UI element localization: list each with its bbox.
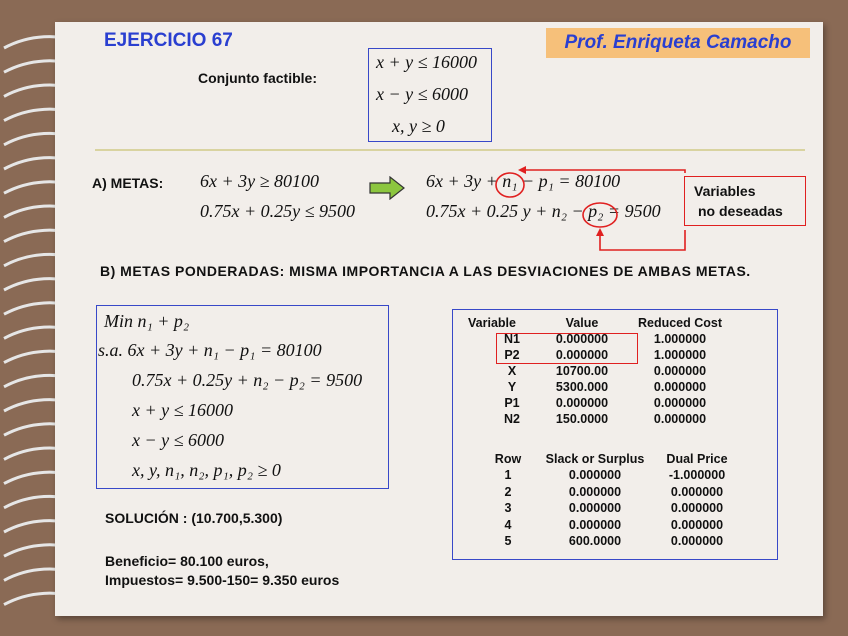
row-cell: 600.0000	[568, 534, 622, 548]
row-cell: 0.000000	[568, 517, 622, 532]
row-cell: 0.000000	[670, 484, 724, 499]
feasible-line-2: x − y ≤ 6000	[376, 84, 469, 104]
feasible-line-3: x, y ≥ 0	[392, 116, 445, 136]
row-cell: 5	[504, 534, 512, 548]
note-line-1: Variables	[694, 183, 756, 199]
model-constraint-5: x, y, n₁, n₂, p₁, p₂ ≥ 0	[132, 460, 281, 480]
row-cell: 0.000000	[670, 517, 724, 532]
taxes-text: Impuestos= 9.500-150= 9.350 euros	[105, 572, 340, 588]
weighted-heading: B) METAS PONDERADAS: MISMA IMPORTANCIA A LAS DESVIACIONES DE AMBAS METAS.	[100, 263, 751, 279]
var-cell: X	[507, 364, 517, 378]
var-cell: 0.000000	[555, 396, 609, 410]
var-cell: 0.000000	[653, 364, 707, 378]
var-cell: 0.000000	[555, 332, 609, 346]
right-arrow-icon	[368, 176, 406, 200]
var-header: Value	[565, 316, 599, 330]
var-cell: P1	[504, 396, 520, 410]
row-header: Row	[494, 452, 522, 466]
page-title: EJERCICIO 67	[104, 30, 233, 51]
row-cell: 3	[504, 501, 512, 515]
benefit-text: Beneficio= 80.100 euros,	[105, 553, 269, 569]
var-header: Variable	[468, 316, 516, 330]
model-constraint-1: s.a. 6x + 3y + n₁ − p₁ = 80100	[98, 340, 322, 360]
var-cell: N2	[504, 412, 520, 426]
row-cell: 2	[504, 484, 512, 499]
var-header: Reduced Cost	[637, 316, 723, 330]
row-cell: 1	[504, 468, 512, 482]
var-cell: 0.000000	[555, 348, 609, 362]
var-cell: 0.000000	[653, 380, 707, 394]
row-cell: -1.000000	[668, 468, 726, 482]
row-cell: 0.000000	[568, 484, 622, 499]
goal-left-1: 6x + 3y ≥ 80100	[200, 171, 320, 191]
goal-right-2: 0.75x + 0.25 y + n₂ − p₂ = 9500	[426, 201, 661, 221]
row-header: Dual Price	[666, 452, 728, 466]
feasible-label: Conjunto factible:	[198, 70, 317, 86]
var-cell: 1.000000	[653, 332, 707, 346]
model-constraint-3: x + y ≤ 16000	[132, 400, 234, 420]
author-badge: Prof. Enriqueta Camacho	[546, 28, 810, 58]
var-cell: N1	[504, 332, 520, 346]
goals-label: A) METAS:	[92, 175, 164, 191]
note-line-2: no deseadas	[698, 203, 783, 219]
row-cell: 0.000000	[670, 501, 724, 515]
model-constraint-4: x − y ≤ 6000	[132, 430, 225, 450]
feasible-line-1: x + y ≤ 16000	[376, 52, 478, 72]
var-cell: 5300.000	[555, 380, 609, 394]
goal-left-2: 0.75x + 0.25y ≤ 9500	[200, 201, 356, 221]
row-cell: 0.000000	[568, 468, 622, 482]
var-cell: P2	[504, 348, 520, 362]
var-cell: 150.0000	[555, 412, 609, 426]
model-objective: Min n₁ + p₂	[104, 311, 190, 331]
row-header: Slack or Surplus	[545, 452, 645, 466]
goal-right-1: 6x + 3y + n₁ − p₁ = 80100	[426, 171, 621, 191]
row-cell: 4	[504, 517, 512, 532]
row-cell: 0.000000	[568, 501, 622, 515]
undesired-variables-annotation	[480, 160, 690, 255]
var-cell: 0.000000	[653, 412, 707, 426]
var-cell: 10700.00	[555, 364, 609, 378]
var-cell: Y	[507, 380, 517, 394]
solution-text: SOLUCIÓN : (10.700,5.300)	[105, 510, 283, 526]
var-cell: 1.000000	[653, 348, 707, 362]
highlight-box	[496, 333, 638, 364]
model-constraint-2: 0.75x + 0.25y + n₂ − p₂ = 9500	[132, 370, 363, 390]
divider	[95, 149, 805, 151]
row-cell: 0.000000	[670, 534, 724, 548]
var-cell: 0.000000	[653, 396, 707, 410]
